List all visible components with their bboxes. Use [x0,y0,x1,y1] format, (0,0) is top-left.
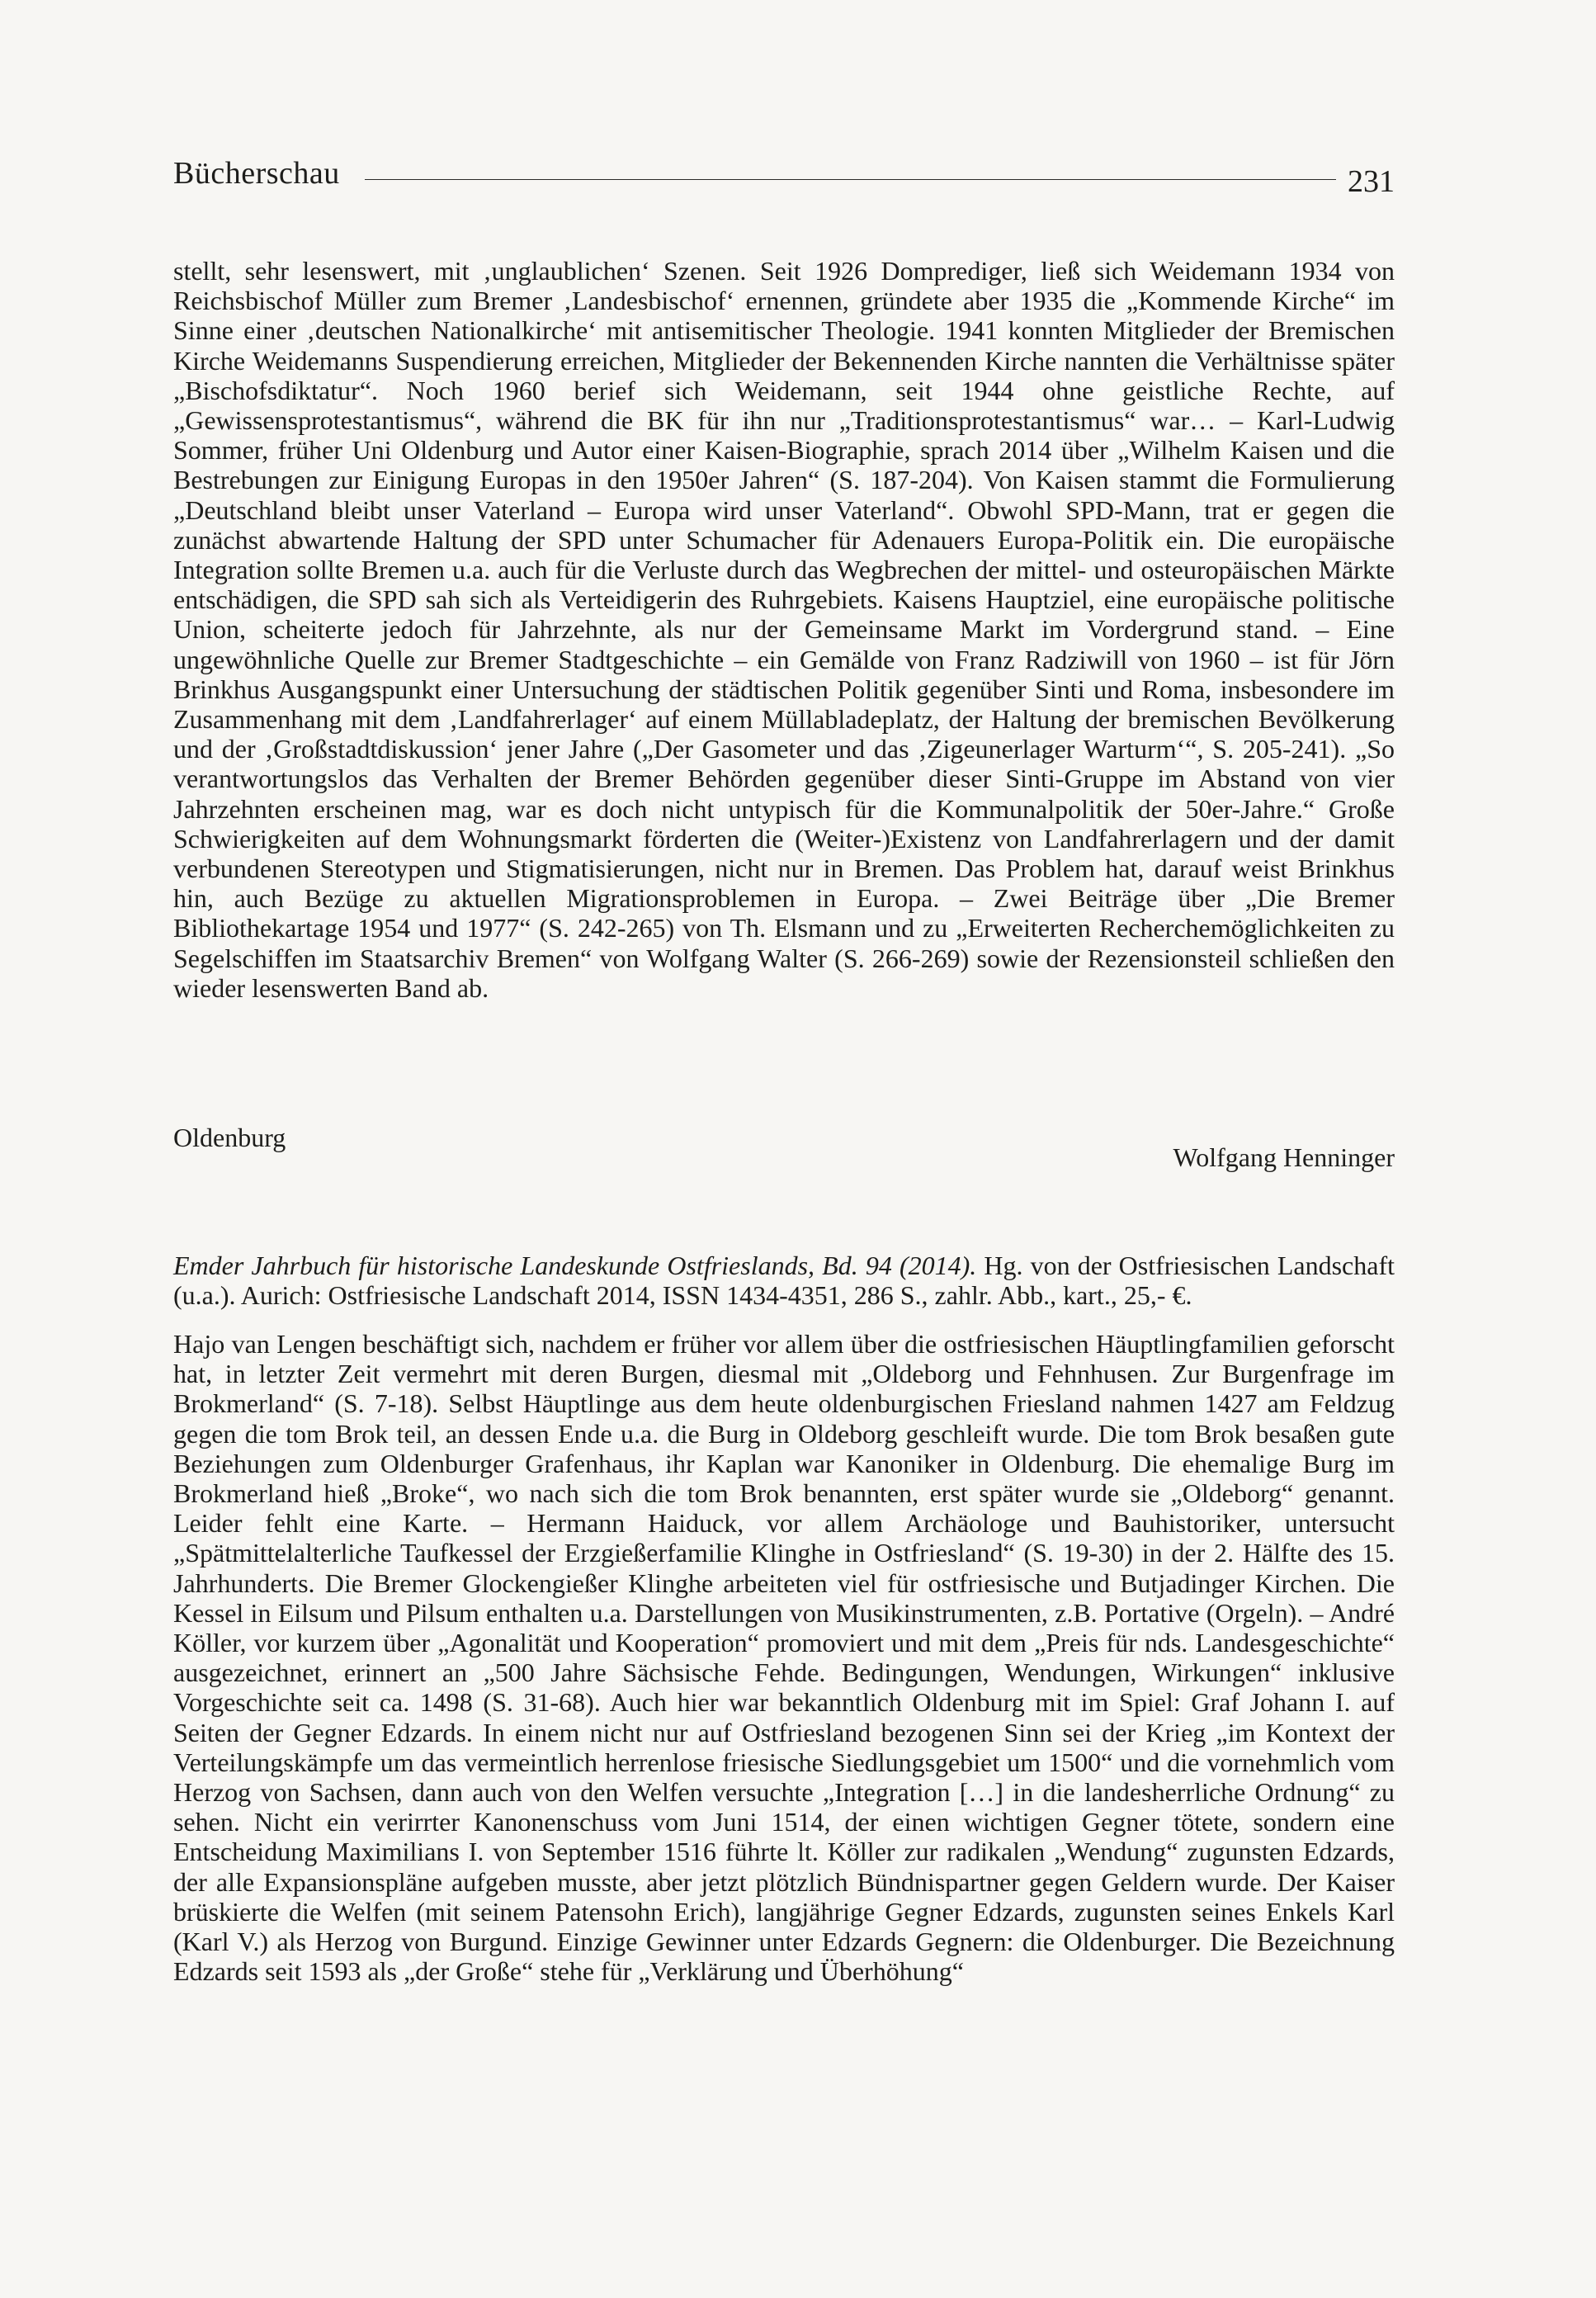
review-text: Hajo van Lengen beschäftigt sich, nachdem er früher vor allem über die ostfriesischen Häuptlingfamilien geforscht hat, in letzter Zeit vermehrt mit deren Burgen, diesmal mit „Oldeborg und Fehnhusen. Zur Burgenfrage im Brokmerland“ (S. 7-18). Selbst Häuptlinge aus dem heute oldenburgischen Friesland nahmen 1427 am Feldzug gegen die tom Brok teil, an dessen Ende u.a. die Burg in Oldeborg geschleift wurde. Die tom Brok besaßen gute Beziehungen zum Oldenburger Grafenhaus, ihr Kaplan war Kanoniker in Oldenburg. Die ehemalige Burg im Brokmerland hieß „Broke“, wo nach sich die tom Brok benannten, erst später wurde sie „Oldeborg“ genannt. Leider fehlt eine Karte. – Hermann Haiduck, vor allem Archäologe und Bauhistoriker, untersucht „Spätmittelalterliche Taufkessel der Erzgießerfamilie Klinghe in Ostfriesland“ (S. 19-30) in der 2. Hälfte des 15. Jahrhunderts. Die Bremer Glockengießer Klinghe arbeiteten viel für ostfriesische und Butjadinger Kirchen. Die Kessel in Eilsum und Pilsum enthalten u.a. Darstellungen von Musikinstrumenten, z.B. Portative (Orgeln). – André Köller, vor kurzem über „Agonalität und Kooperation“ promoviert und mit dem „Preis für nds. Landesgeschichte“ ausgezeichnet, erinnert an „500 Jahre Sächsische Fehde. Bedingungen, Wendungen, Wirkungen“ inklusive Vorgeschichte seit ca. 1498 (S. 31-68). Auch hier war bekanntlich Oldenburg mit im Spiel: Graf Johann I. auf Seiten der Gegner Edzards. In einem nicht nur auf Ostfriesland bezogenen Sinn sei der Krieg „im Kontext der Verteilungskämpfe um das vermeintlich herrenlose friesische Siedlungsgebiet um 1500“ und die vornehmlich vom Herzog von Sachsen, dann auch von den Welfen versuchte „Integration […] in die landesherrliche Ordnung“ zu sehen. Nicht ein verirrter Kanonenschuss vom Juni 1514, der einen wichtigen Gegner tötete, sondern eine Entscheidung Maximilians I. von September 1516 führte lt. Köller zur radikalen „Wendung“ zugunsten Edzards, der alle Expansionspläne aufgeben musste, aber jetzt plötzlich Bündnispartner gegen Geldern wurde. Der Kaiser brüskierte die Welfen (mit seinem Patensohn Erich), langjährige Gegner Edzards, zugunsten seines Enkels Karl (Karl V.) als Herzog von Burgund. Einzige Gewinner unter Edzards Gegnern: die Oldenburger. Die Bezeichnung Edzards seit 1593 als „der Große“ stehe für „Verklärung und Überhöhung“ [173,1329,1395,1987]
section-title: Bücherschau [173,156,340,191]
running-head [173,140,1395,199]
reviewer-name: Wolfgang Henninger [1173,1142,1395,1172]
page-number: 231 [1348,164,1395,199]
book-title: Emder Jahrbuch für historische Landeskunde Ostfrieslands, Bd. 94 (2014). [173,1251,977,1280]
review-text-continued: stellt, sehr lesenswert, mit ‚unglaublichen‘ Szenen. Seit 1926 Domprediger, ließ sich Weidemann 1934 von Reichsbischof Müller zum Bremer ‚Landesbischof‘ ernennen, gründete aber 1935 die „Kommende Kirche“ im Sinne einer ‚deutschen Nationalkirche‘ mit antisemitischer Theologie. 1941 konnten Mitglieder der Bremischen Kirche Weidemanns Suspendierung erreichen, Mitglieder der Bekennenden Kirche nannten die Verhältnisse später „Bischofsdiktatur“. Noch 1960 berief sich Weidemann, seit 1944 ohne geistliche Rechte, auf „Gewissensprotestantismus“, während die BK für ihn nur „Traditionsprotestantismus“ war… – Karl-Ludwig Sommer, früher Uni Oldenburg und Autor einer Kaisen-Biographie, sprach 2014 über „Wilhelm Kaisen und die Bestrebungen zur Einigung Europas in den 1950er Jahren“ (S. 187-204). Von Kaisen stammt die Formulierung „Deutschland bleibt unser Vaterland – Europa wird unser Vaterland“. Obwohl SPD-Mann, trat er gegen die zunächst abwartende Haltung der SPD unter Schumacher für Adenauers Europa-Politik ein. Die europäische Integration sollte Bremen u.a. auch für die Verluste durch das Wegbrechen der mittel- und osteuropäischen Märkte entschädigen, die SPD sah sich als Verteidigerin des Ruhrgebiets. Kaisens Hauptziel, eine europäische politische Union, scheiterte jedoch für Jahrzehnte, als nur der Gemeinsame Markt im Vordergrund stand. – Eine ungewöhnliche Quelle zur Bremer Stadtgeschichte – ein Gemälde von Franz Radziwill von 1960 – ist für Jörn Brinkhus Ausgangspunkt einer Untersuchung der städtischen Politik gegenüber Sinti und Roma, insbesondere im Zusammenhang mit dem ‚Landfahrerlager‘ auf einem Müllabladeplatz, der Haltung der bremischen Bevölkerung und der ‚Großstadtdiskussion‘ jener Jahre („Der Gasometer und das ‚Zigeunerlager Warturm‘“, S. 205-241). „So verantwortungslos das Verhalten der Bremer Behörden gegenüber dieser Sinti-Gruppe im Abstand von vier Jahrzehnten erscheinen mag, war es doch nicht untypisch für die Kommunalpolitik der 50er-Jahre.“ Große Schwierigkeiten auf dem Wohnungsmarkt förderten die (Weiter-)Existenz von Landfahrerlagern und der damit verbundenen Stereotypen und Stigmatisierungen, nicht nur in Bremen. Das Problem hat, darauf weist Brinkhus hin, auch Bezüge zu aktuellen Migrationsproblemen in Europa. – Zwei Beiträge über „Die Bremer Bibliothekartage 1954 und 1977“ (S. 242-265) von Th. Elsmann und zu „Erweiterten Recherchemöglichkeiten zu Segelschiffen im Staatsarchiv Bremen“ von Wolfgang Walter (S. 266-269) sowie der Rezensionsteil schließen den wieder lesenswerten Band ab. [173,256,1395,1003]
page [173,140,1395,2220]
header-rule [365,179,1336,180]
bibliographic-entry [173,1251,1395,1310]
book-details: Hg. von der Ostfriesischen Landschaft (u.a.). Aurich: Ostfriesische Landschaft 2014, ISSN 1434-4351, 286 S., zahlr. Abb., kart., 25,- €. [173,1251,1395,1311]
signature-place: Oldenburg [173,1123,286,1152]
